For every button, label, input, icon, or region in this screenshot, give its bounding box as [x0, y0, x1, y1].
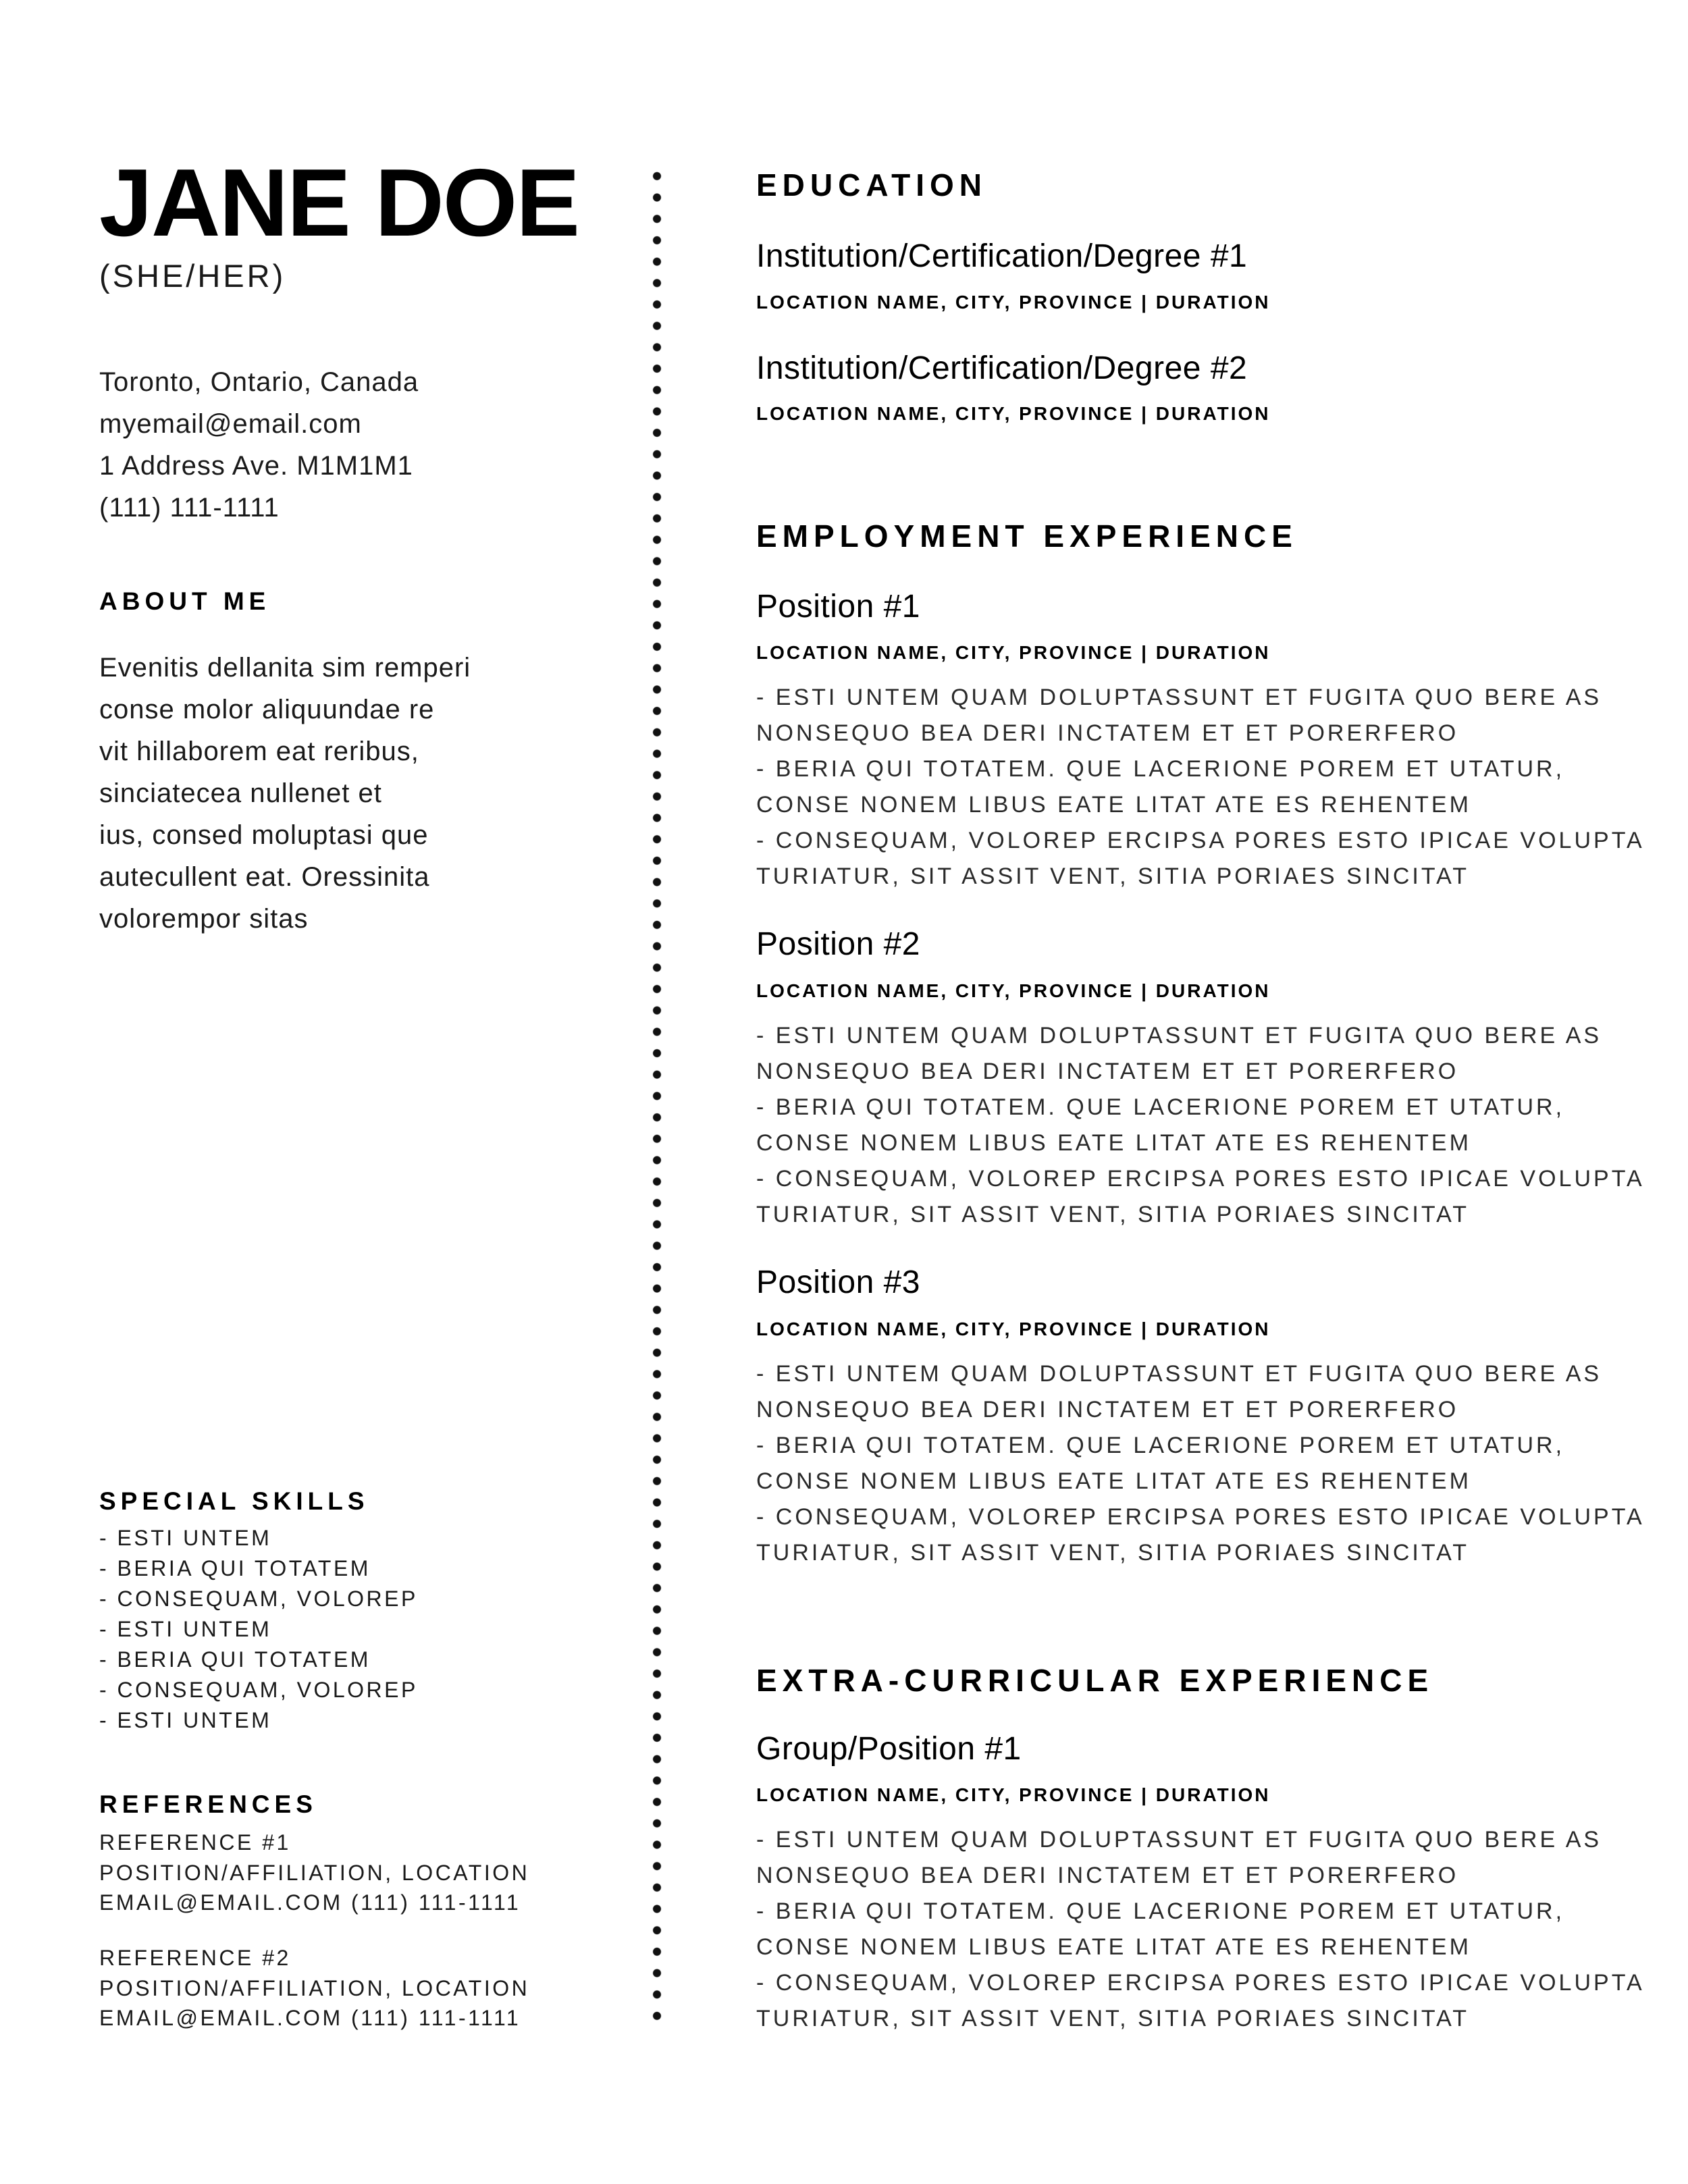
- reference-position: POSITION/AFFILIATION, LOCATION: [99, 1860, 530, 1885]
- education-entry-meta: LOCATION NAME, CITY, PROVINCE | DURATION: [756, 403, 1271, 424]
- entry-line: NONSEQUO BEA DERI INCTATEM ET ET PORERFERO: [756, 720, 1459, 746]
- entry-line: - ESTI UNTEM QUAM DOLUPTASSUNT ET FUGITA QUO BERE AS: [756, 685, 1602, 710]
- about-heading: ABOUT ME: [99, 587, 271, 615]
- entry-line: NONSEQUO BEA DERI INCTATEM ET ET PORERFERO: [756, 1397, 1459, 1422]
- employment-entry-meta: LOCATION NAME, CITY, PROVINCE | DURATION: [756, 642, 1271, 663]
- entry-line: TURIATUR, SIT ASSIT VENT, SITIA PORIAES SINCITAT: [756, 863, 1470, 889]
- reference-contact: EMAIL@EMAIL.COM (111) 111-1111: [99, 2006, 521, 2030]
- contact-email: myemail@email.com: [99, 409, 362, 439]
- employment-entry-meta: LOCATION NAME, CITY, PROVINCE | DURATION: [756, 980, 1271, 1001]
- entry-line: - BERIA QUI TOTATEM. QUE LACERIONE POREM ET UTATUR,: [756, 1433, 1565, 1458]
- education-entry-title: Institution/Certification/Degree #1: [756, 238, 1248, 274]
- employment-heading: EMPLOYMENT EXPERIENCE: [756, 518, 1298, 554]
- entry-line: - CONSEQUAM, VOLOREP ERCIPSA PORES ESTO IPICAE VOLUPTA: [756, 1166, 1645, 1192]
- about-text: [99, 647, 572, 940]
- skills-list: [99, 1523, 418, 1736]
- entry-line: - CONSEQUAM, VOLOREP ERCIPSA PORES ESTO IPICAE VOLUPTA: [756, 828, 1645, 853]
- about-line: sinciatecea nullenet et: [99, 778, 382, 808]
- employment-entry-body: [756, 680, 1645, 895]
- about-line: vit hillaborem eat reribus,: [99, 737, 419, 766]
- contact-address: 1 Address Ave. M1M1M1: [99, 451, 413, 481]
- about-line: autecullent eat. Oressinita: [99, 862, 430, 892]
- name-heading: JANE DOE: [99, 149, 579, 257]
- entry-line: NONSEQUO BEA DERI INCTATEM ET ET PORERFERO: [756, 1059, 1459, 1084]
- entry-line: - ESTI UNTEM QUAM DOLUPTASSUNT ET FUGITA QUO BERE AS: [756, 1361, 1602, 1387]
- entry-line: CONSE NONEM LIBUS EATE LITAT ATE ES REHENTEM: [756, 1934, 1471, 1960]
- education-heading: EDUCATION: [756, 167, 988, 203]
- entry-line: TURIATUR, SIT ASSIT VENT, SITIA PORIAES SINCITAT: [756, 1540, 1470, 1566]
- contact-block: [99, 361, 419, 529]
- employment-entry-body: [756, 1018, 1645, 1233]
- dotted-divider: [652, 165, 662, 2029]
- left-column: [99, 0, 612, 2184]
- entry-line: CONSE NONEM LIBUS EATE LITAT ATE ES REHENTEM: [756, 792, 1471, 818]
- skill-item: - CONSEQUAM, VOLOREP: [99, 1587, 418, 1611]
- references-heading: REFERENCES: [99, 1790, 317, 1818]
- extracurricular-entry-body: [756, 1822, 1645, 2037]
- about-line: conse molor aliquundae re: [99, 695, 435, 724]
- extracurricular-heading: EXTRA-CURRICULAR EXPERIENCE: [756, 1663, 1434, 1698]
- skill-item: - CONSEQUAM, VOLOREP: [99, 1678, 418, 1702]
- skill-item: - ESTI UNTEM: [99, 1708, 272, 1732]
- skill-item: - BERIA QUI TOTATEM: [99, 1647, 371, 1672]
- contact-phone: (111) 111-1111: [99, 493, 280, 523]
- about-line: Evenitis dellanita sim remperi: [99, 653, 471, 683]
- employment-entry-body: [756, 1356, 1645, 1571]
- entry-line: TURIATUR, SIT ASSIT VENT, SITIA PORIAES SINCITAT: [756, 1202, 1470, 1227]
- skill-item: - BERIA QUI TOTATEM: [99, 1556, 371, 1580]
- employment-entry-title: Position #1: [756, 589, 920, 624]
- skills-heading: SPECIAL SKILLS: [99, 1487, 369, 1515]
- about-line: volorempor sitas: [99, 904, 309, 934]
- entry-line: - CONSEQUAM, VOLOREP ERCIPSA PORES ESTO IPICAE VOLUPTA: [756, 1504, 1645, 1530]
- pronouns: (SHE/HER): [99, 258, 286, 294]
- reference-contact: EMAIL@EMAIL.COM (111) 111-1111: [99, 1890, 521, 1915]
- extracurricular-entry-meta: LOCATION NAME, CITY, PROVINCE | DURATION: [756, 1784, 1271, 1805]
- reference-1: [99, 1828, 529, 1918]
- extracurricular-entry-title: Group/Position #1: [756, 1731, 1022, 1767]
- entry-line: TURIATUR, SIT ASSIT VENT, SITIA PORIAES SINCITAT: [756, 2006, 1470, 2031]
- employment-entry-title: Position #2: [756, 926, 920, 962]
- right-column: [756, 0, 1645, 2184]
- reference-name: REFERENCE #2: [99, 1946, 291, 1970]
- education-entry-title: Institution/Certification/Degree #2: [756, 350, 1248, 386]
- contact-location: Toronto, Ontario, Canada: [99, 367, 419, 397]
- employment-entry-title: Position #3: [756, 1264, 920, 1300]
- skill-item: - ESTI UNTEM: [99, 1526, 272, 1550]
- entry-line: - BERIA QUI TOTATEM. QUE LACERIONE POREM ET UTATUR,: [756, 1898, 1565, 1924]
- reference-position: POSITION/AFFILIATION, LOCATION: [99, 1975, 530, 2000]
- education-entry-meta: LOCATION NAME, CITY, PROVINCE | DURATION: [756, 292, 1271, 313]
- entry-line: - BERIA QUI TOTATEM. QUE LACERIONE POREM ET UTATUR,: [756, 756, 1565, 782]
- entry-line: CONSE NONEM LIBUS EATE LITAT ATE ES REHENTEM: [756, 1468, 1471, 1494]
- reference-name: REFERENCE #1: [99, 1830, 291, 1855]
- about-line: ius, consed moluptasi que: [99, 820, 429, 850]
- entry-line: - ESTI UNTEM QUAM DOLUPTASSUNT ET FUGITA QUO BERE AS: [756, 1023, 1602, 1048]
- entry-line: NONSEQUO BEA DERI INCTATEM ET ET PORERFERO: [756, 1863, 1459, 1888]
- skill-item: - ESTI UNTEM: [99, 1617, 272, 1641]
- reference-2: [99, 1943, 529, 2033]
- entry-line: CONSE NONEM LIBUS EATE LITAT ATE ES REHENTEM: [756, 1130, 1471, 1156]
- entry-line: - ESTI UNTEM QUAM DOLUPTASSUNT ET FUGITA QUO BERE AS: [756, 1827, 1602, 1853]
- entry-line: - CONSEQUAM, VOLOREP ERCIPSA PORES ESTO IPICAE VOLUPTA: [756, 1970, 1645, 1996]
- entry-line: - BERIA QUI TOTATEM. QUE LACERIONE POREM ET UTATUR,: [756, 1094, 1565, 1120]
- employment-entry-meta: LOCATION NAME, CITY, PROVINCE | DURATION: [756, 1319, 1271, 1339]
